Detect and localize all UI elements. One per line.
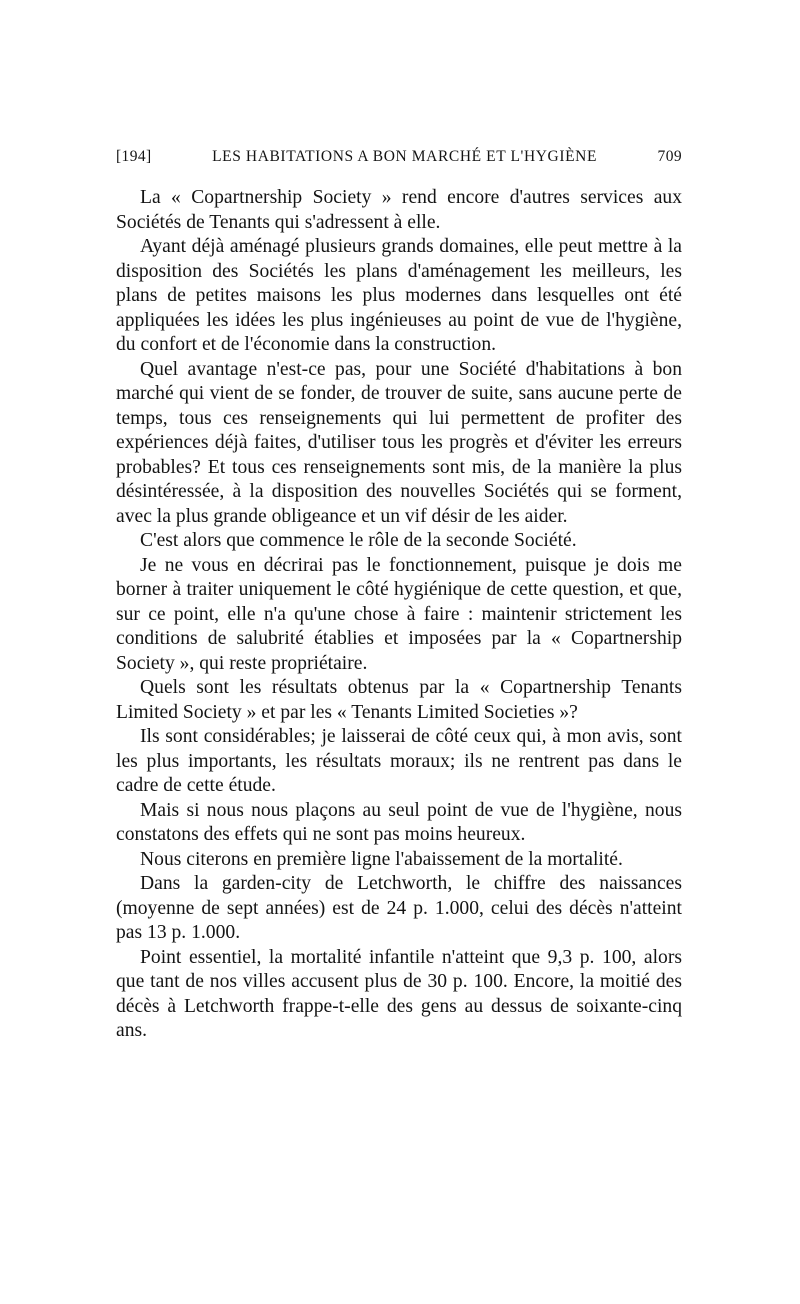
section-reference: [194] xyxy=(116,148,152,165)
paragraph: La « Copartnership Society » rend encore d'autres services aux Sociétés de Tenants qui s'adressent à elle. xyxy=(116,187,682,233)
running-title: LES HABITATIONS A BON MARCHÉ ET L'HYGIÈNE xyxy=(212,148,598,165)
page-number: 709 xyxy=(657,148,682,165)
book-page xyxy=(116,148,682,1044)
running-header xyxy=(116,148,682,178)
paragraph: Quel avantage n'est-ce pas, pour une Société d'habitations à bon marché qui vient de se fonder, de trouver de suite, sans aucune perte de temps, tous ces renseignements qui lui permettent de profiter des expériences déjà faites, d'utiliser tous les progrès et d'éviter les erreurs probables? Et tous ces renseignements sont mis, de la manière la plus désintéressée, à la disposition des nouvelles Sociétés qui se forment, avec la plus grande obligeance et un vif désir de les aider. xyxy=(116,358,682,527)
paragraph: Dans la garden-city de Letchworth, le chiffre des naissances (moyenne de sept années) est de 24 p. 1.000, celui des décès n'atteint pas 13 p. 1.000. xyxy=(116,873,682,943)
paragraph: Je ne vous en décrirai pas le fonctionnement, puisque je dois me borner à traiter uniquement le côté hygiénique de cette question, et que, sur ce point, elle n'a qu'une chose à faire : maintenir strictement les conditions de salubrité établies et imposées par la « Copartnership Society », qui reste propriétaire. xyxy=(116,554,682,674)
paragraph: C'est alors que commence le rôle de la seconde Société. xyxy=(140,530,577,551)
body-text xyxy=(116,186,682,1044)
paragraph: Point essentiel, la mortalité infantile n'atteint que 9,3 p. 100, alors que tant de nos villes accusent plus de 30 p. 100. Encore, la moitié des décès à Letchworth frappe-t-elle des gens au dessus de soixante-cinq ans. xyxy=(116,946,682,1041)
paragraph: Mais si nous nous plaçons au seul point de vue de l'hygiène, nous constatons des effets qui ne sont pas moins heureux. xyxy=(116,799,682,845)
paragraph: Ayant déjà aménagé plusieurs grands domaines, elle peut mettre à la disposition des Sociétés les plans d'aménagement les meilleurs, les plans de petites maisons les plus modernes dans lesquelles ont été appliquées les idées les plus ingénieuses au point de vue de l'hygiène, du confort et de l'économie dans la construction. xyxy=(116,236,682,355)
paragraph: Nous citerons en première ligne l'abaissement de la mortalité. xyxy=(140,848,623,870)
paragraph: Ils sont considérables; je laisserai de côté ceux qui, à mon avis, sont les plus importants, les résultats moraux; ils ne rentrent pas dans le cadre de cette étude. xyxy=(116,726,682,796)
paragraph: Quels sont les résultats obtenus par la « Copartnership Tenants Limited Society » et par les « Tenants Limited Societies »? xyxy=(116,677,682,723)
